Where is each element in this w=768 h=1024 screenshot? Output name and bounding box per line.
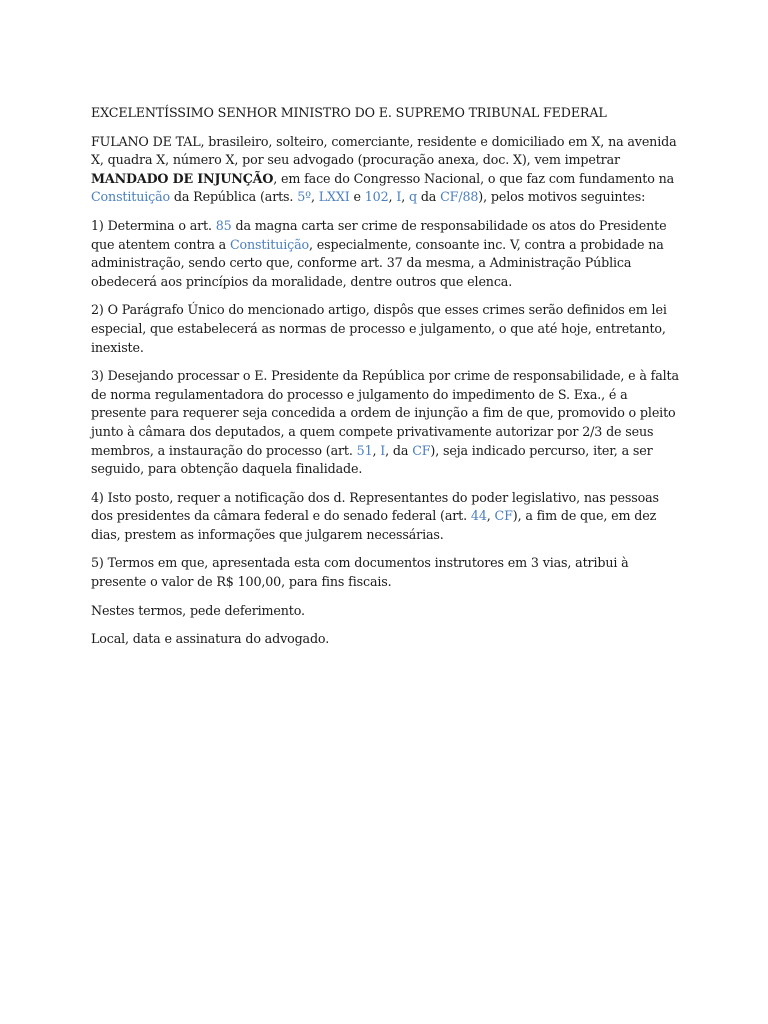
link-cf-88[interactable]: CF/88	[440, 189, 479, 205]
item-4-sep-1: ,	[486, 508, 495, 524]
link-art-85[interactable]: 85	[215, 217, 232, 233]
intro-sep-1: ,	[310, 189, 319, 205]
item-2-number: 2)	[91, 302, 104, 318]
item-1-text-1: Determina o art.	[103, 217, 216, 233]
item-4-paragraph	[91, 489, 681, 545]
intro-text-6: ), pelos motivos seguintes:	[478, 189, 646, 205]
item-5-paragraph	[91, 554, 681, 591]
intro-text-5: da	[416, 189, 441, 205]
item-2-text: O Parágrafo Único do mencionado artigo, dispôs que esses crimes serão definidos em lei especial, que estabelecerá as normas de processo e julgamento, o que até hoje, entretanto, inexiste.	[91, 302, 667, 355]
item-1-text-2: da magna carta ser crime de responsabilidade os atos do Presidente que atentem contra a	[91, 217, 667, 252]
closing-line: Nestes termos, pede deferimento.	[91, 602, 305, 618]
item-4-number: 4)	[91, 489, 104, 505]
item-3-text-3: ), seja indicado percurso, iter, a ser seguido, para obtenção daquela finalidade.	[91, 442, 653, 477]
link-constituicao[interactable]: Constituição	[91, 189, 171, 205]
petitioner-name: FULANO DE TAL	[91, 133, 201, 149]
link-cf[interactable]: CF	[412, 442, 431, 458]
document-body	[91, 104, 681, 659]
writ-name: MANDADO DE INJUNÇÃO	[91, 170, 274, 186]
link-inciso-i-2[interactable]: I	[380, 442, 386, 458]
intro-paragraph	[91, 133, 681, 207]
link-art-51[interactable]: 51	[356, 442, 373, 458]
link-art-5[interactable]: 5º	[297, 189, 311, 205]
intro-text-3: da República (arts.	[170, 189, 298, 205]
item-5-text: Termos em que, apresentada esta com documentos instrutores em 3 vias, atribui à presente o valor de R$ 100,00, para fins fiscais.	[91, 555, 629, 590]
item-3-paragraph	[91, 367, 681, 479]
link-art-102[interactable]: 102	[364, 189, 389, 205]
item-2-paragraph	[91, 301, 681, 357]
item-3-text-2: , da	[385, 442, 413, 458]
item-1-number: 1)	[91, 217, 104, 233]
link-constituicao-2[interactable]: Constituição	[229, 236, 310, 252]
intro-sep-3: ,	[401, 189, 409, 205]
intro-text-4: e	[349, 189, 365, 205]
item-3-number: 3)	[91, 368, 104, 384]
item-4-text-2: ), a fim de que, em dez dias, prestem as informações que julgarem necessárias.	[91, 508, 657, 542]
intro-sep-2: ,	[388, 189, 397, 205]
link-art-44[interactable]: 44	[470, 508, 487, 524]
item-1-text-3: , especialmente, consoante inc. V, contra a probidade na administração, sendo certo que, conforme art. 37 da mesma, a Administração Pública obedecerá aos princípios da moralidade, dentre outros que elenca.	[91, 236, 664, 289]
item-3-text-1: Desejando processar o E. Presidente da República por crime de responsabilidade, e à falta de norma regulamentadora do processo e julgamento do impedimento de S. Exa., é a presente para requerer seja concedida a ordem de injunção a fim de que, promovido o pleito junto à câmara dos deputados, a quem compete privativamente autorizar por 2/3 de seus membros, a instauração do processo (art.	[91, 368, 679, 458]
link-cf-2[interactable]: CF	[494, 508, 513, 524]
link-lxxi[interactable]: LXXI	[318, 189, 350, 205]
item-3-sep-1: ,	[372, 442, 381, 458]
link-inciso-i[interactable]: I	[396, 189, 402, 205]
intro-text-2: , em face do Congresso Nacional, o que faz com fundamento na	[273, 170, 675, 186]
document-heading: EXCELENTÍSSIMO SENHOR MINISTRO DO E. SUPREMO TRIBUNAL FEDERAL	[91, 105, 607, 120]
item-5-number: 5)	[91, 555, 104, 571]
signature-line: Local, data e assinatura do advogado.	[91, 631, 330, 647]
item-1-paragraph	[91, 217, 681, 291]
item-4-text-1: Isto posto, requer a notificação dos d. Representantes do poder legislativo, nas pessoas dos presidentes da câmara federal e do senado federal (art.	[91, 489, 659, 524]
link-alinea-q[interactable]: q	[408, 189, 417, 205]
intro-text-1: , brasileiro, solteiro, comerciante, residente e domiciliado em X, na avenida X, quadra X, número X, por seu advogado (procuração anexa, doc. X), vem impetrar	[91, 133, 677, 168]
